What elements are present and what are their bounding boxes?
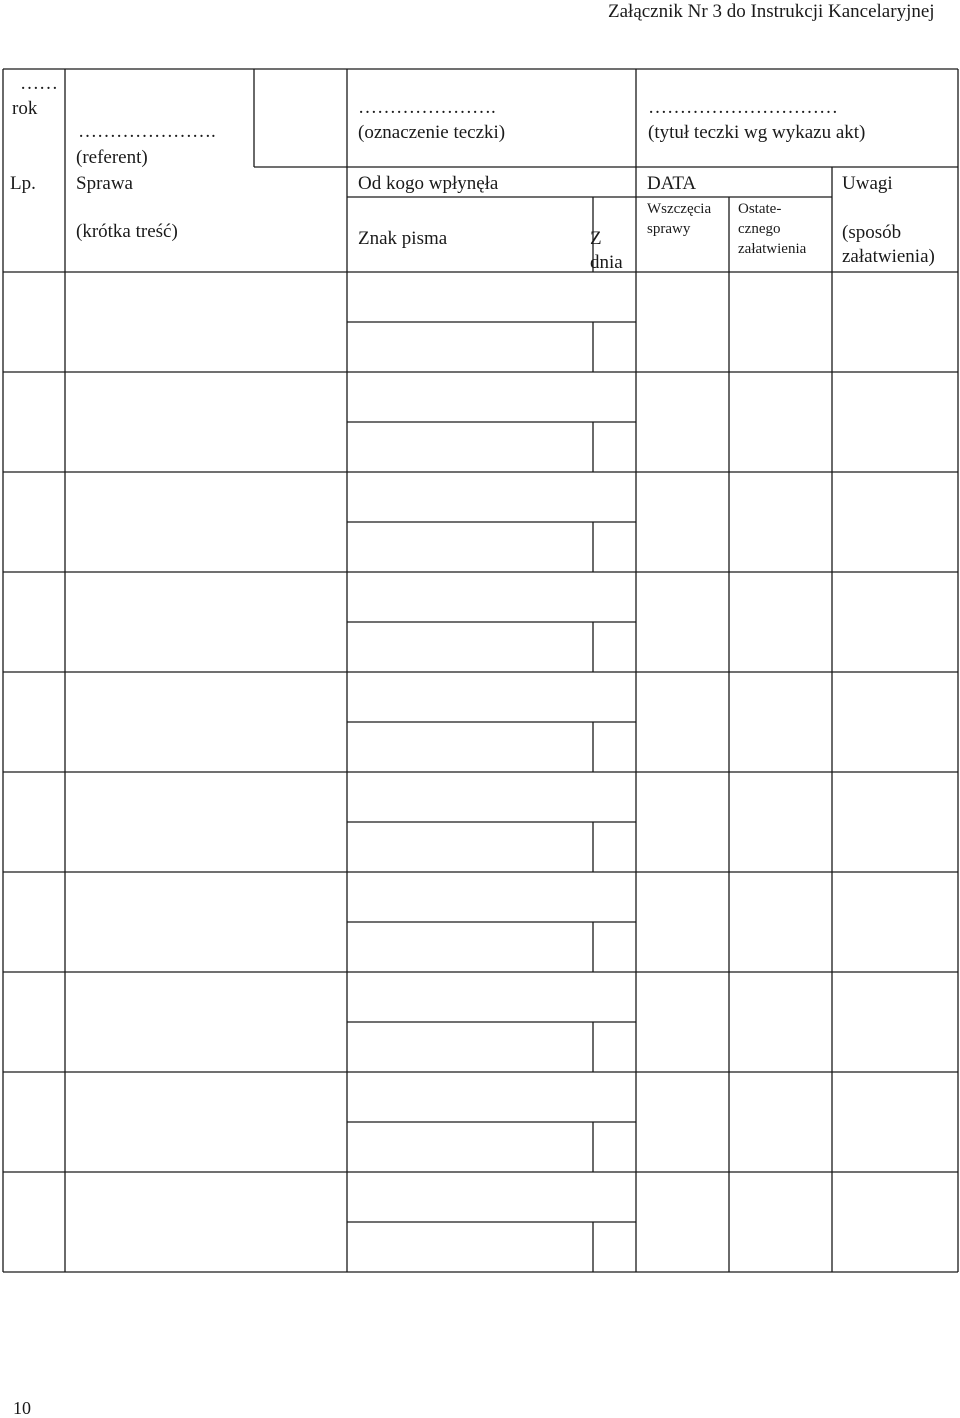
folder-mark-dots: ………………….: [358, 97, 496, 118]
column-header-wszczecia-line2: sprawy: [647, 221, 691, 237]
column-header-od-kogo: Od kogo wpłynęła: [358, 173, 499, 194]
column-header-sprawa-sub: (krótka treść): [76, 221, 178, 242]
column-header-uwagi-sub-line2: załatwienia): [842, 246, 935, 267]
column-header-wszczecia-line1: Wszczęcia: [647, 201, 712, 217]
year-dots: ……: [20, 73, 58, 94]
referent-dots: ………………….: [78, 121, 216, 142]
column-header-ostateczne-line2: cznego: [738, 221, 781, 237]
column-header-lp: Lp.: [10, 173, 36, 194]
column-header-data: DATA: [647, 173, 697, 194]
referent-label: (referent): [76, 147, 148, 168]
column-header-ostateczne-line1: Ostate-: [738, 201, 782, 217]
column-header-sprawa: Sprawa: [76, 173, 133, 194]
folder-title-dots: …………………………: [648, 97, 838, 118]
year-label: rok: [12, 98, 38, 119]
page-number: 10: [13, 1398, 31, 1418]
column-header-uwagi: Uwagi: [842, 173, 893, 194]
folder-title-label: (tytuł teczki wg wykazu akt): [648, 122, 866, 143]
folder-mark-label: (oznaczenie teczki): [358, 122, 506, 143]
column-header-uwagi-sub-line1: (sposób: [842, 222, 902, 243]
column-header-ostateczne-line3: załatwienia: [738, 241, 807, 257]
column-header-z-dnia-line2: dnia: [590, 252, 623, 273]
attachment-header: Załącznik Nr 3 do Instrukcji Kancelaryjnej: [608, 1, 935, 22]
column-header-znak-pisma: Znak pisma: [358, 228, 448, 249]
column-header-z-dnia-line1: Z: [590, 228, 602, 249]
